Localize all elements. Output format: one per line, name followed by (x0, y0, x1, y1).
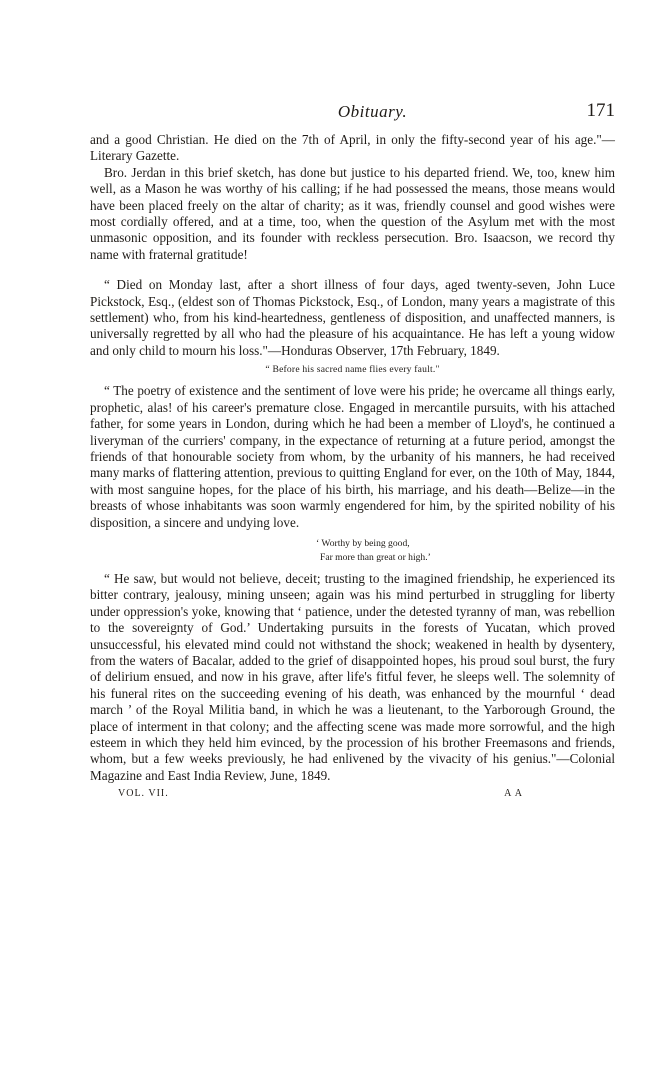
motto-quote: “ Before his sacred name flies every fault." (265, 364, 440, 376)
page-number: 171 (586, 100, 615, 121)
paragraph-commentary: Bro. Jerdan in this brief sketch, has done but justice to his departed friend. We, too, knew him well, as a Mason he was worthy of his calling; if he had possessed the means, those means would have been placed freely on the altar of charity; as it was, friendly counsel and good wishes were most cordially offered, and at a time, too, when the question of the Asylum met with the most unmasonic opposition, and its founder with reckless persecution. Bro. Isaacson, we record thy name with fraternal gratitude! (90, 164, 615, 262)
signature-mark: A A (504, 788, 523, 800)
paragraph-tribute: “ The poetry of existence and the sentiment of love were his pride; he overcame all things early, prophetic, alas! of his career's premature close. Engaged in mercantile pursuits, with his attached father, for some years in London, during which he had been a member of Lloyd's, he continued a liveryman of the curriers' company, in the expectance of returning at a future period, amongst the friends of that honourable society from whom, by the urbanity of his manners, he had received many marks of flattering attention, previous to quitting England for ever, on the 10th of May, 1844, with most sanguine hopes, for the place of his birth, his marriage, and his death—Belize—in the breasts of whose inhabitants was soon warmly engendered for him, by the spirited nobility of his disposition, a sincere and undying love. (90, 383, 615, 530)
paragraph-obituary-notice: “ Died on Monday last, after a short illness of four days, aged twenty-seven, John Luce Pickstock, Esq., (eldest son of Thomas Pickstock, Esq., of London, many years a magistrate of this settlement) who, from his kind-heartedness, gentleness of disposition, and unaffected manners, is universally regretted by all who had the pleasure of his acquaintance. He has left a young widow and only child to mourn his loss."—Honduras Observer, 17th February, 1849. (90, 277, 615, 358)
verse-line: ‘ Worthy by being good, (316, 537, 410, 549)
paragraph-continuation: and a good Christian. He died on the 7th of April, in only the fifty-second year of his age."—Literary Gazette. (90, 132, 615, 164)
body-text (90, 132, 615, 784)
page-header (90, 98, 615, 132)
running-title: Obituary. (337, 102, 408, 121)
volume-label: VOL. VII. (118, 788, 169, 800)
page-footer (90, 786, 615, 804)
verse-quote (316, 537, 615, 565)
verse-line: Far more than great or high.’ (320, 551, 431, 563)
paragraph-tribute-continued: “ He saw, but would not believe, deceit; trusting to the imagined friendship, he experienced its bitter contrary, jealousy, mining unseen; again was his mind perturbed in struggling for liberty under oppression's yoke, knowing that ‘ patience, under the detested tyranny of man, was rebellion to the sovereignty of God.’ Undertaking pursuits in the forests of Yucatan, which proved unsuccessful, his elevated mind could not withstand the shock; weakened in health by dysentery, from the waters of Bacalar, added to the grief of disappointed hopes, his proud soul burst, the fury of delirium ensued, and now in his grave, after life's fitful fever, he sleeps well. The solemnity of his funeral rites on the succeeding evening of his death, was enhanced by the mournful ‘ dead march ’ of the Royal Militia band, in which he was a lieutenant, to the Yarborough Ground, the place of interment in that colony; and the affecting scene was made more sorrowful, and the high esteem in which they held him evinced, by the procession of his brother Freemasons and friends, whom, but a few weeks previously, he had enlivened by the vivacity of his genius."—Colonial Magazine and East India Review, June, 1849. (90, 570, 615, 783)
